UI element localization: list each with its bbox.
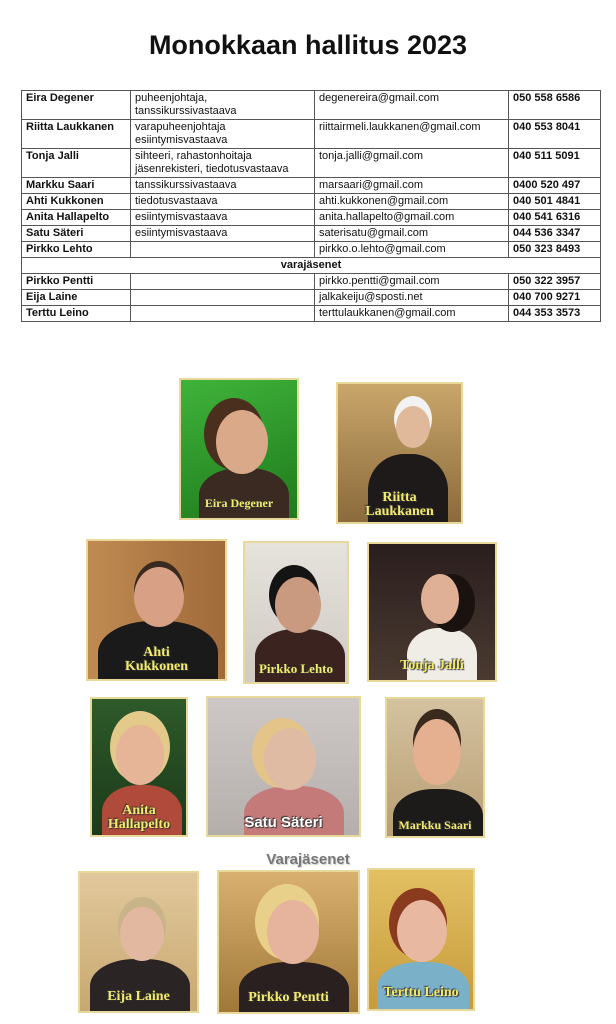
cell-name: Eira Degener bbox=[22, 91, 131, 120]
deputies-label: varajäsenet bbox=[22, 258, 601, 274]
photo-caption: Markku Saari bbox=[398, 818, 472, 833]
cell-phone: 040 553 8041 bbox=[509, 120, 601, 149]
table-row bbox=[22, 91, 601, 120]
deputies-heading: Varajäsenet bbox=[266, 851, 350, 868]
cell-role: tiedotusvastaava bbox=[131, 194, 315, 210]
photo-tonja-jalli bbox=[367, 542, 497, 682]
cell-role: tanssikurssivastaava bbox=[131, 178, 315, 194]
photo-terttu-leino bbox=[367, 868, 475, 1011]
cell-email: terttulaukkanen@gmail.com bbox=[315, 306, 509, 322]
cell-name: Terttu Leino bbox=[22, 306, 131, 322]
photo-pirkko-lehto bbox=[243, 541, 349, 684]
table-row bbox=[22, 178, 601, 194]
photo-caption: Anita Hallapelto bbox=[107, 802, 171, 833]
photo-caption: Terttu Leino bbox=[383, 985, 459, 1001]
cell-phone: 050 323 8493 bbox=[509, 242, 601, 258]
photo-pirkko-pentti bbox=[217, 870, 360, 1014]
cell-email: ahti.kukkonen@gmail.com bbox=[315, 194, 509, 210]
cell-phone: 040 501 4841 bbox=[509, 194, 601, 210]
cell-role: puheenjohtaja, tanssikurssivastaava bbox=[131, 91, 315, 120]
cell-email: saterisatu@gmail.com bbox=[315, 226, 509, 242]
cell-email: tonja.jalli@gmail.com bbox=[315, 149, 509, 178]
cell-phone: 050 558 6586 bbox=[509, 91, 601, 120]
cell-phone: 040 700 9271 bbox=[509, 290, 601, 306]
table-row bbox=[22, 226, 601, 242]
cell-email: pirkko.pentti@gmail.com bbox=[315, 274, 509, 290]
cell-name: Pirkko Lehto bbox=[22, 242, 131, 258]
cell-name: Ahti Kukkonen bbox=[22, 194, 131, 210]
table-row bbox=[22, 210, 601, 226]
cell-email: marsaari@gmail.com bbox=[315, 178, 509, 194]
photo-caption: Tonja Jalli bbox=[400, 658, 464, 674]
table-row bbox=[22, 242, 601, 258]
photo-caption: Eija Laine bbox=[107, 989, 170, 1005]
photo-eira-degener bbox=[179, 378, 299, 520]
cell-name: Eija Laine bbox=[22, 290, 131, 306]
cell-name: Satu Säteri bbox=[22, 226, 131, 242]
cell-role bbox=[131, 242, 315, 258]
cell-role bbox=[131, 274, 315, 290]
cell-email: anita.hallapelto@gmail.com bbox=[315, 210, 509, 226]
table-row bbox=[22, 194, 601, 210]
cell-role: esiintymisvastaava bbox=[131, 210, 315, 226]
cell-phone: 0400 520 497 bbox=[509, 178, 601, 194]
cell-email: jalkakeiju@sposti.net bbox=[315, 290, 509, 306]
board-table bbox=[21, 90, 601, 322]
cell-name: Anita Hallapelto bbox=[22, 210, 131, 226]
table-row bbox=[22, 290, 601, 306]
cell-role bbox=[131, 306, 315, 322]
table-row bbox=[22, 274, 601, 290]
photo-caption: Pirkko Lehto bbox=[258, 661, 334, 677]
cell-role: varapuheenjohtaja esiintymisvastaava bbox=[131, 120, 315, 149]
table-row bbox=[22, 149, 601, 178]
cell-phone: 040 511 5091 bbox=[509, 149, 601, 178]
cell-phone: 040 541 6316 bbox=[509, 210, 601, 226]
cell-email: riittairmeli.laukkanen@gmail.com bbox=[315, 120, 509, 149]
photo-satu-sateri bbox=[206, 696, 361, 837]
cell-phone: 050 322 3957 bbox=[509, 274, 601, 290]
cell-role bbox=[131, 290, 315, 306]
table-row bbox=[22, 306, 601, 322]
photo-caption: Satu Säteri bbox=[244, 814, 323, 832]
page-title: Monokkaan hallitus 2023 bbox=[148, 30, 468, 60]
photo-caption: Riitta Laukkanen bbox=[365, 489, 434, 520]
cell-role: sihteeri, rahastonhoitaja jäsenrekisteri, tiedotusvastaava bbox=[131, 149, 315, 178]
photo-markku-saari bbox=[385, 697, 485, 838]
cell-email: degenereira@gmail.com bbox=[315, 91, 509, 120]
photo-caption: Pirkko Pentti bbox=[248, 990, 329, 1006]
deputies-section-row bbox=[22, 258, 601, 274]
photo-riitta-laukkanen bbox=[336, 382, 463, 524]
cell-name: Tonja Jalli bbox=[22, 149, 131, 178]
cell-name: Riitta Laukkanen bbox=[22, 120, 131, 149]
cell-phone: 044 536 3347 bbox=[509, 226, 601, 242]
cell-name: Markku Saari bbox=[22, 178, 131, 194]
photo-ahti-kukkonen bbox=[86, 539, 227, 681]
photo-anita-hallapelto bbox=[90, 697, 188, 837]
table-row bbox=[22, 120, 601, 149]
cell-email: pirkko.o.lehto@gmail.com bbox=[315, 242, 509, 258]
photo-eija-laine bbox=[78, 871, 199, 1013]
cell-name: Pirkko Pentti bbox=[22, 274, 131, 290]
photo-caption: Ahti Kukkonen bbox=[124, 644, 189, 675]
cell-phone: 044 353 3573 bbox=[509, 306, 601, 322]
cell-role: esiintymisvastaava bbox=[131, 226, 315, 242]
photo-caption: Eira Degener bbox=[204, 496, 274, 511]
